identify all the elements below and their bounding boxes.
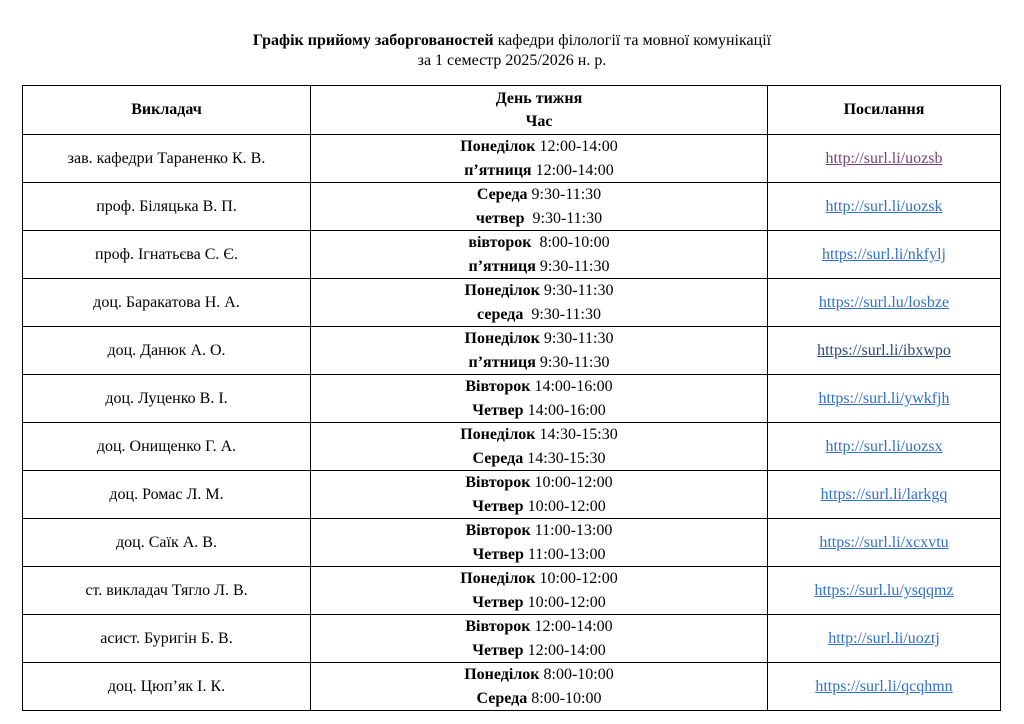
link-cell — [768, 663, 1001, 711]
time-1: 11:00-13:00 — [530, 522, 613, 539]
meeting-link[interactable]: https://surl.lu/ysqqmz — [814, 581, 954, 599]
teacher-cell: проф. Біляцька В. П. — [23, 183, 311, 231]
schedule-line-2 — [311, 207, 767, 231]
time-1: 12:00-14:00 — [535, 138, 618, 155]
table-row — [23, 279, 1001, 327]
time-1: 10:00-12:00 — [530, 474, 613, 491]
title-bold-part: Графік прийому заборгованостей — [252, 32, 494, 49]
time-1: 8:00-10:00 — [539, 666, 614, 683]
schedule-line-1 — [311, 615, 767, 639]
header-teacher: Викладач — [23, 86, 311, 135]
schedule-cell — [311, 183, 768, 231]
teacher-cell: доц. Данюк А. О. — [23, 327, 311, 375]
time-1: 9:30-11:30 — [539, 330, 614, 347]
link-cell — [768, 615, 1001, 663]
schedule-cell — [311, 663, 768, 711]
schedule-cell — [311, 231, 768, 279]
link-cell — [768, 279, 1001, 327]
day-2: Четвер — [472, 545, 524, 563]
schedule-line-2 — [311, 687, 767, 711]
link-cell — [768, 519, 1001, 567]
teacher-cell: доц. Онищенко Г. А. — [23, 423, 311, 471]
schedule-line-1 — [311, 519, 767, 543]
schedule-cell — [311, 375, 768, 423]
time-1: 14:30-15:30 — [535, 426, 618, 443]
day-1: Вівторок — [465, 522, 531, 539]
teacher-cell: ст. викладач Тягло Л. В. — [23, 567, 311, 615]
link-cell — [768, 471, 1001, 519]
day-1: Вівторок — [465, 378, 531, 395]
schedule-line-2 — [311, 447, 767, 471]
meeting-link[interactable]: https://surl.li/nkfylj — [821, 245, 946, 263]
day-1: Понеділок — [464, 282, 540, 299]
table-row — [23, 375, 1001, 423]
day-2: Середа — [476, 689, 528, 707]
link-cell — [768, 135, 1001, 183]
day-2: п’ятниця — [468, 353, 536, 371]
table-row — [23, 615, 1001, 663]
time-1: 12:00-14:00 — [530, 618, 613, 635]
time-2: 10:00-12:00 — [523, 593, 606, 611]
table-row — [23, 423, 1001, 471]
title-rest-part: кафедри філології та мовної комунікації — [493, 32, 772, 49]
time-2: 14:30-15:30 — [523, 449, 606, 467]
schedule-line-2 — [311, 399, 767, 423]
schedule-line-1 — [311, 231, 767, 255]
table-row — [23, 183, 1001, 231]
link-cell — [768, 375, 1001, 423]
schedule-line-1 — [311, 327, 767, 351]
schedule-line-2 — [311, 639, 767, 663]
schedule-line-2 — [311, 159, 767, 183]
teacher-cell: зав. кафедри Тараненко К. В. — [23, 135, 311, 183]
link-cell — [768, 567, 1001, 615]
time-2: 12:00-14:00 — [523, 641, 606, 659]
time-2: 9:30-11:30 — [524, 209, 603, 227]
meeting-link[interactable]: http://surl.li/uozsx — [825, 437, 943, 455]
day-2: середа — [477, 305, 524, 323]
day-2: Середа — [472, 449, 524, 467]
time-1: 10:00-12:00 — [535, 570, 618, 587]
schedule-cell — [311, 471, 768, 519]
schedule-cell — [311, 327, 768, 375]
link-cell — [768, 231, 1001, 279]
time-2: 9:30-11:30 — [523, 305, 601, 323]
header-link: Посилання — [768, 86, 1001, 135]
meeting-link[interactable]: https://surl.lu/losbze — [818, 293, 950, 311]
meeting-link[interactable]: http://surl.li/uozsb — [825, 149, 943, 167]
meeting-link[interactable]: https://surl.li/ywkfjh — [818, 389, 950, 407]
schedule-line-1 — [311, 183, 767, 207]
header-day: День тижня — [495, 89, 583, 107]
schedule-line-2 — [311, 543, 767, 567]
day-1: вівторок — [468, 234, 532, 251]
day-2: Четвер — [472, 497, 524, 515]
time-2: 10:00-12:00 — [523, 497, 606, 515]
day-1: Понеділок — [464, 666, 540, 683]
meeting-link[interactable]: http://surl.li/uozsk — [825, 197, 943, 215]
header-time: Час — [525, 113, 553, 130]
day-1: Понеділок — [460, 570, 536, 587]
time-2: 14:00-16:00 — [523, 401, 606, 419]
document-title — [0, 31, 1024, 71]
time-2: 9:30-11:30 — [535, 353, 610, 371]
teacher-cell: доц. Цюп’як І. К. — [23, 663, 311, 711]
time-2: 8:00-10:00 — [527, 689, 602, 707]
time-2: 9:30-11:30 — [535, 257, 610, 275]
table-row — [23, 327, 1001, 375]
day-2: четвер — [475, 209, 525, 227]
link-cell — [768, 327, 1001, 375]
header-day-time — [311, 86, 768, 135]
teacher-cell: доц. Луценко В. І. — [23, 375, 311, 423]
day-1: Понеділок — [460, 426, 536, 443]
day-1: Вівторок — [465, 474, 531, 491]
day-2: Четвер — [472, 593, 524, 611]
day-1: Середа — [476, 186, 528, 203]
schedule-cell — [311, 279, 768, 327]
day-2: п’ятниця — [464, 161, 532, 179]
teacher-cell: доц. Саїк А. В. — [23, 519, 311, 567]
meeting-link[interactable]: https://surl.li/xcxvtu — [819, 533, 949, 551]
title-semester-line: за 1 семестр 2025/2026 н. р. — [417, 52, 607, 69]
schedule-line-1 — [311, 567, 767, 591]
schedule-cell — [311, 615, 768, 663]
day-1: Понеділок — [464, 330, 540, 347]
table-row — [23, 567, 1001, 615]
time-1: 14:00-16:00 — [530, 378, 613, 395]
schedule-cell — [311, 567, 768, 615]
table-row — [23, 519, 1001, 567]
meeting-link[interactable]: http://surl.li/uoztj — [828, 629, 940, 647]
meeting-link[interactable]: https://surl.li/qcqhmn — [815, 677, 953, 695]
teacher-cell: проф. Ігнатьєва С. Є. — [23, 231, 311, 279]
teacher-cell: доц. Ромас Л. М. — [23, 471, 311, 519]
schedule-line-1 — [311, 423, 767, 447]
schedule-line-2 — [311, 351, 767, 375]
schedule-line-2 — [311, 303, 767, 327]
table-header-row — [23, 86, 1001, 135]
schedule-line-1 — [311, 135, 767, 159]
time-1: 8:00-10:00 — [531, 234, 610, 251]
schedule-table — [22, 85, 1001, 711]
time-2: 11:00-13:00 — [523, 545, 606, 563]
schedule-cell — [311, 423, 768, 471]
table-row — [23, 663, 1001, 711]
time-1: 9:30-11:30 — [527, 186, 602, 203]
day-2: Четвер — [472, 401, 524, 419]
schedule-line-1 — [311, 375, 767, 399]
time-2: 12:00-14:00 — [531, 161, 614, 179]
schedule-cell — [311, 519, 768, 567]
teacher-cell: доц. Баракатова Н. А. — [23, 279, 311, 327]
day-2: Четвер — [472, 641, 524, 659]
schedule-line-1 — [311, 279, 767, 303]
schedule-line-2 — [311, 255, 767, 279]
schedule-line-2 — [311, 591, 767, 615]
day-1: Понеділок — [460, 138, 536, 155]
table-row — [23, 471, 1001, 519]
schedule-line-1 — [311, 471, 767, 495]
teacher-cell: асист. Буригін Б. В. — [23, 615, 311, 663]
time-1: 9:30-11:30 — [539, 282, 614, 299]
meeting-link[interactable]: https://surl.li/larkgq — [820, 485, 948, 503]
link-cell — [768, 183, 1001, 231]
schedule-line-1 — [311, 663, 767, 687]
link-cell — [768, 423, 1001, 471]
schedule-cell — [311, 135, 768, 183]
table-row — [23, 231, 1001, 279]
schedule-line-2 — [311, 495, 767, 519]
table-row — [23, 135, 1001, 183]
day-1: Вівторок — [465, 618, 531, 635]
meeting-link[interactable]: https://surl.li/ibxwpo — [817, 341, 951, 359]
day-2: п’ятниця — [468, 257, 536, 275]
